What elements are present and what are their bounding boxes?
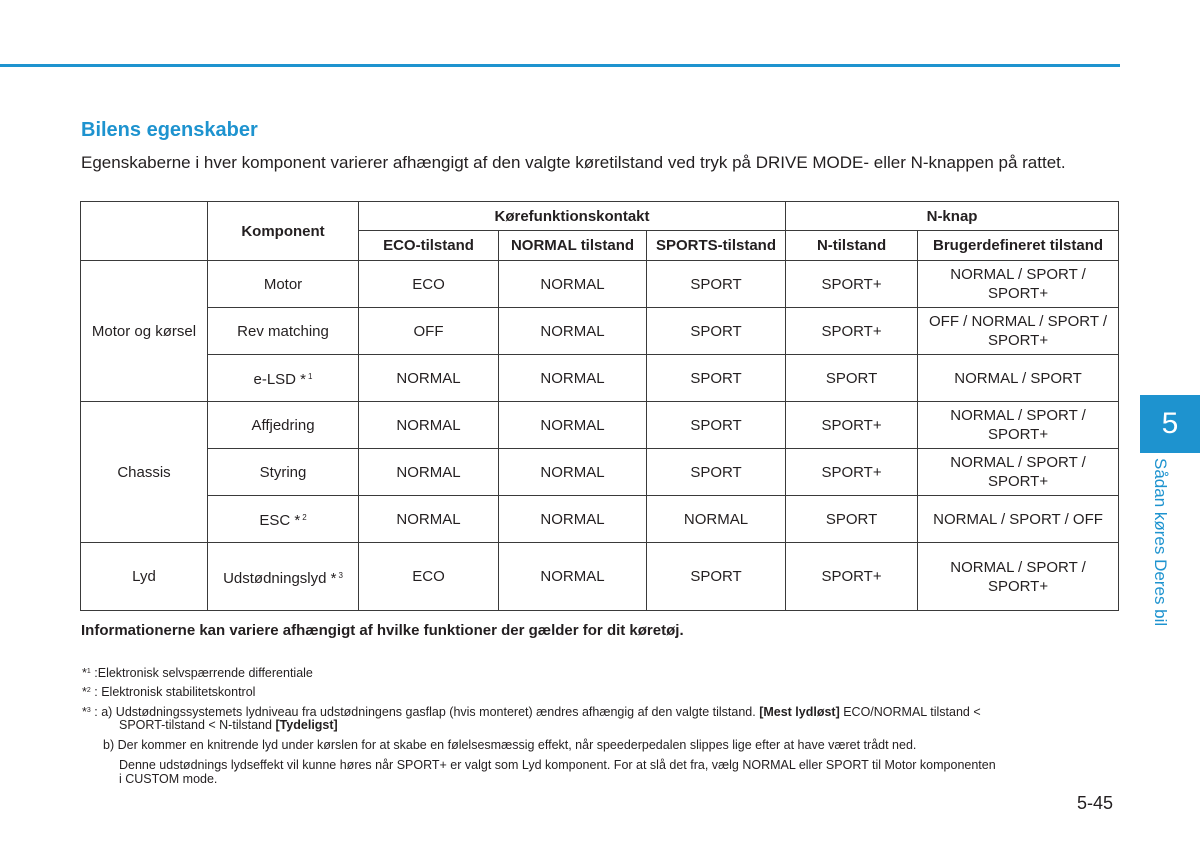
value-cell: NORMAL — [647, 496, 786, 543]
value-cell: OFF / NORMAL / SPORT / SPORT+ — [918, 308, 1119, 355]
value-cell: NORMAL — [359, 496, 499, 543]
footnote-bold: [Mest lydløst] — [759, 705, 840, 719]
component-cell — [208, 543, 359, 611]
group-label: Chassis — [81, 402, 208, 543]
footnote-text: :Elektronisk selvspærrende differentiale — [90, 666, 313, 680]
value-cell: NORMAL — [359, 402, 499, 449]
value-cell: ECO — [359, 543, 499, 611]
footnote-3a-cont — [119, 718, 338, 732]
header-corner-cell — [81, 202, 208, 261]
value-cell: SPORT — [786, 496, 918, 543]
footnote-text: ECO/NORMAL tilstand < — [839, 705, 981, 719]
header-mode-custom: Brugerdefineret tilstand — [918, 231, 1119, 261]
footnote-number: 3 — [86, 707, 91, 714]
component-cell: Styring — [208, 449, 359, 496]
chapter-tab: 5 — [1140, 395, 1200, 453]
footnote-mark: * — [82, 666, 87, 680]
value-cell: NORMAL / SPORT / OFF — [918, 496, 1119, 543]
footnote-text: : a) Udstødningssystemets lydniveau fra udstødningens gasflap (hvis monteret) ændres afhængig af den valgte tilstand. — [90, 705, 760, 719]
footnote-ref: 1 — [308, 372, 313, 381]
table-row — [81, 543, 1119, 611]
value-cell: OFF — [359, 308, 499, 355]
value-cell: SPORT — [647, 402, 786, 449]
component-cell: Motor — [208, 261, 359, 308]
value-cell: NORMAL — [499, 496, 647, 543]
footnote-text: : Elektronisk stabilitetskontrol — [90, 685, 256, 699]
table-row — [81, 261, 1119, 308]
footnote-3c-cont: i CUSTOM mode. — [119, 772, 218, 786]
availability-note: Informationerne kan variere afhængigt af hvilke funktioner der gælder for dit køretøj. — [81, 622, 684, 639]
value-cell: NORMAL / SPORT / SPORT+ — [918, 402, 1119, 449]
value-cell: SPORT — [647, 308, 786, 355]
chapter-label: Sådan køres Deres bil — [1151, 458, 1170, 627]
footnote-mark: * — [82, 685, 87, 699]
value-cell: NORMAL — [499, 402, 647, 449]
table-row — [81, 496, 1119, 543]
header-component: Komponent — [208, 202, 359, 261]
header-mode-sport: SPORTS-tilstand — [647, 231, 786, 261]
header-mode-normal: NORMAL tilstand — [499, 231, 647, 261]
table-row — [81, 449, 1119, 496]
value-cell: SPORT+ — [786, 543, 918, 611]
group-label: Motor og kørsel — [81, 261, 208, 402]
header-group-n-button: N-knap — [786, 202, 1119, 231]
value-cell: SPORT — [786, 355, 918, 402]
footnote-text: SPORT-tilstand < N-tilstand — [119, 718, 276, 732]
table-row — [81, 402, 1119, 449]
value-cell: SPORT — [647, 543, 786, 611]
header-mode-eco: ECO-tilstand — [359, 231, 499, 261]
page-number: 5-45 — [1077, 793, 1114, 813]
value-cell: NORMAL — [499, 308, 647, 355]
value-cell: SPORT — [647, 261, 786, 308]
value-cell: NORMAL / SPORT / SPORT+ — [918, 543, 1119, 611]
footnote-bold: [Tydeligst] — [275, 718, 338, 732]
component-cell: Rev matching — [208, 308, 359, 355]
footnote-number: 2 — [86, 687, 91, 694]
value-cell: ECO — [359, 261, 499, 308]
footnote-3a — [82, 704, 1122, 719]
value-cell: NORMAL / SPORT / SPORT+ — [918, 261, 1119, 308]
component-cell: Affjedring — [208, 402, 359, 449]
header-mode-n: N-tilstand — [786, 231, 918, 261]
intro-paragraph: Egenskaberne i hver komponent varierer afhængigt af den valgte køretilstand ved tryk på DRIVE MODE- eller N-knappen på rattet. — [81, 153, 1066, 172]
footnote-3c: Denne udstødnings lydseffekt vil kunne høres når SPORT+ er valgt som Lyd komponent. For at slå det fra, vælg NORMAL eller SPORT til Motor komponenten — [119, 758, 996, 772]
section-title: Bilens egenskaber — [81, 119, 258, 141]
footnote-1 — [82, 665, 313, 680]
header-group-drive-mode: Kørefunktionskontakt — [359, 202, 786, 231]
value-cell: SPORT+ — [786, 261, 918, 308]
group-label: Lyd — [81, 543, 208, 611]
component-cell — [208, 355, 359, 402]
value-cell: NORMAL — [499, 543, 647, 611]
value-cell: NORMAL — [499, 261, 647, 308]
drive-mode-table — [80, 201, 1119, 611]
value-cell: SPORT — [647, 449, 786, 496]
value-cell: NORMAL — [499, 355, 647, 402]
component-label: Udstødningslyd * — [223, 569, 337, 587]
value-cell: NORMAL — [499, 449, 647, 496]
value-cell: SPORT+ — [786, 402, 918, 449]
value-cell: SPORT+ — [786, 449, 918, 496]
top-rule — [0, 64, 1120, 67]
component-label: ESC * — [259, 512, 301, 529]
footnote-number: 1 — [86, 668, 91, 675]
value-cell: SPORT — [647, 355, 786, 402]
value-cell: NORMAL — [359, 449, 499, 496]
footnote-mark: * — [82, 705, 87, 719]
table-row — [81, 355, 1119, 402]
value-cell: NORMAL / SPORT / SPORT+ — [918, 449, 1119, 496]
value-cell: SPORT+ — [786, 308, 918, 355]
footnote-3b: b) Der kommer en knitrende lyd under kørslen for at skabe en følelsesmæssig effekt, når speederpedalen slippes lige efter at have været trådt ned. — [103, 738, 917, 752]
component-label: e-LSD * — [253, 371, 307, 388]
table-row — [81, 308, 1119, 355]
value-cell: NORMAL — [359, 355, 499, 402]
footnote-ref: 2 — [302, 513, 307, 522]
footnote-2 — [82, 684, 255, 699]
component-cell — [208, 496, 359, 543]
footnote-ref: 3 — [338, 570, 343, 580]
value-cell: NORMAL / SPORT — [918, 355, 1119, 402]
